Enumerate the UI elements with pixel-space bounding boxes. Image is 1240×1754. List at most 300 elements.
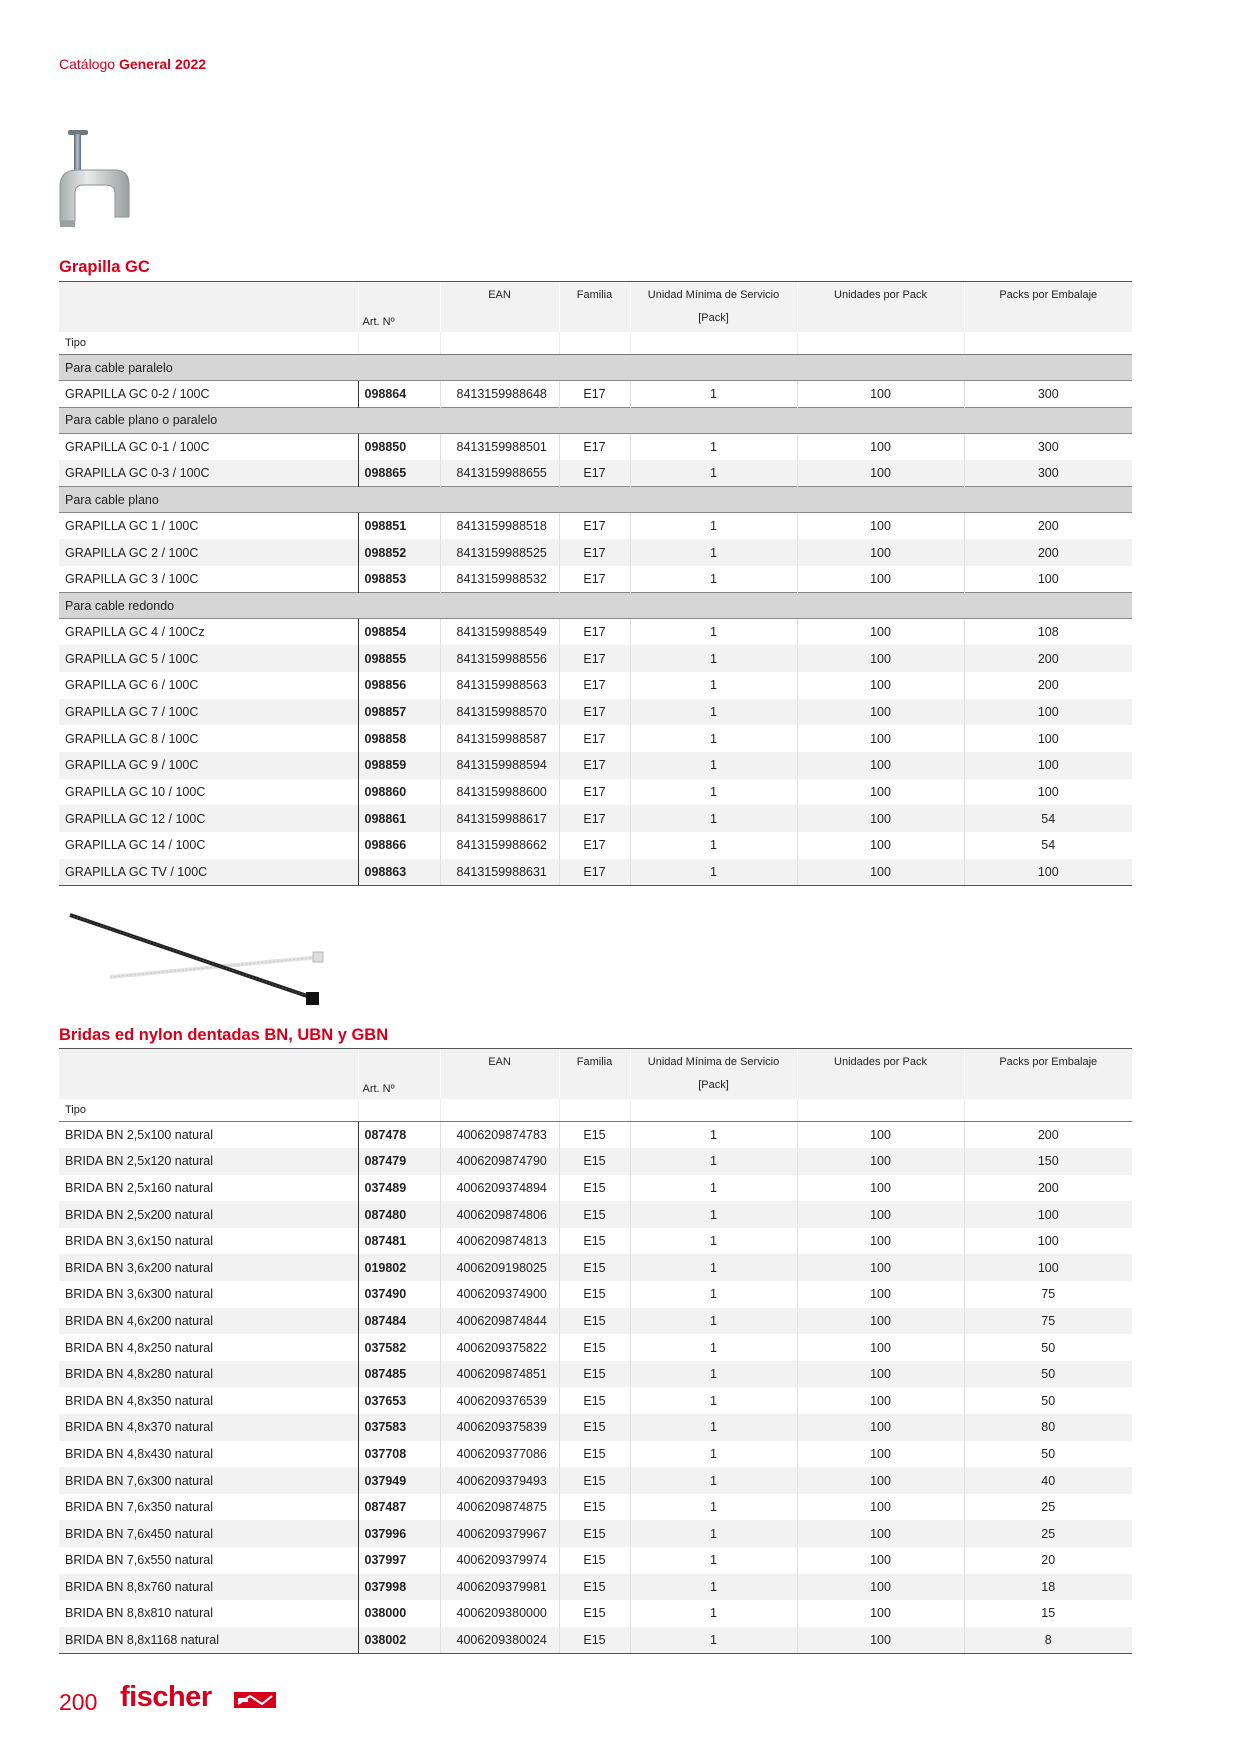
packs-embalaje-cell: 100 (964, 859, 1132, 886)
ean-cell: 8413159988655 (440, 460, 559, 487)
table-row (59, 1361, 1132, 1388)
familia-cell: E15 (559, 1148, 630, 1175)
table-row (59, 1414, 1132, 1441)
fischer-logo: fischer (120, 1681, 212, 1713)
tipo-cell: GRAPILLA GC 12 / 100C (59, 805, 358, 832)
unidades-pack-cell: 100 (797, 725, 964, 752)
packs-embalaje-cell: 150 (964, 1148, 1132, 1175)
header-unidades-pack: Unidades por Pack (797, 1049, 964, 1099)
tipo-cell: BRIDA BN 2,5x200 natural (59, 1201, 358, 1228)
packs-embalaje-cell: 100 (964, 752, 1132, 779)
grapilla-table (59, 281, 1132, 886)
tipo-cell: GRAPILLA GC 14 / 100C (65, 838, 206, 853)
unidad-cell: 1 (630, 805, 797, 832)
ean-cell: 8413159988617 (440, 805, 559, 832)
unidad-cell: 1 (630, 645, 797, 672)
art-cell: 037998 (358, 1574, 440, 1601)
unidades-pack-cell: 100 (797, 1122, 964, 1149)
ean-cell: 4006209874844 (440, 1308, 559, 1335)
tipo-cell: GRAPILLA GC 9 / 100C (59, 752, 358, 779)
familia-cell: E17 (559, 725, 630, 752)
ean-cell: 8413159988556 (440, 645, 559, 672)
packs-embalaje-cell: 200 (964, 1122, 1132, 1149)
page-number: 200 (59, 1689, 98, 1715)
familia-cell: E17 (559, 645, 630, 672)
tipo-cell: BRIDA BN 8,8x1168 natural (59, 1627, 358, 1654)
table-row (59, 460, 1132, 487)
ean-cell: 4006209375839 (440, 1414, 559, 1441)
unidad-cell: 1 (630, 1520, 797, 1547)
unidades-pack-cell: 100 (797, 1414, 964, 1441)
art-cell: 019802 (358, 1254, 440, 1281)
familia-cell: E15 (559, 1175, 630, 1202)
ean-cell: 4006209874806 (440, 1201, 559, 1228)
familia-cell: E17 (559, 832, 630, 859)
familia-cell: E15 (559, 1122, 630, 1149)
familia-cell: E15 (559, 1520, 630, 1547)
table-row (59, 539, 1132, 566)
packs-embalaje-cell: 200 (964, 672, 1132, 699)
packs-embalaje-cell: 108 (964, 619, 1132, 646)
header-familia: Familia (559, 1049, 630, 1099)
ean-cell: 4006209198025 (440, 1254, 559, 1281)
table-row (59, 1467, 1132, 1494)
header-art: Art. Nº (358, 1049, 440, 1099)
tipo-cell: BRIDA BN 7,6x550 natural (65, 1553, 213, 1568)
unidad-cell: 1 (630, 1201, 797, 1228)
group-label: Para cable plano o paralelo (59, 407, 1132, 433)
ean-cell: 8413159988594 (440, 752, 559, 779)
unidad-cell: 1 (630, 619, 797, 646)
unidades-pack-cell: 100 (797, 1387, 964, 1414)
familia-cell: E15 (559, 1467, 630, 1494)
table-row (59, 832, 1132, 859)
ean-cell: 4006209376539 (440, 1387, 559, 1414)
unidades-pack-cell: 100 (797, 1175, 964, 1202)
familia-cell: E15 (559, 1414, 630, 1441)
tipo-cell: BRIDA BN 4,8x250 natural (65, 1340, 213, 1355)
table-row (59, 1574, 1132, 1601)
unidad-cell: 1 (630, 1494, 797, 1521)
group-row (59, 355, 1132, 381)
unidades-pack-cell: 100 (797, 805, 964, 832)
header-ean: EAN (440, 1049, 559, 1099)
familia-cell: E15 (559, 1494, 630, 1521)
familia-cell: E15 (559, 1334, 630, 1361)
packs-embalaje-cell: 50 (964, 1361, 1132, 1388)
unidad-cell: 1 (630, 1148, 797, 1175)
unidad-cell: 1 (630, 513, 797, 540)
ean-cell: 8413159988631 (440, 859, 559, 886)
art-cell: 037996 (358, 1520, 440, 1547)
unidades-pack-cell: 100 (797, 1627, 964, 1654)
familia-cell: E17 (559, 433, 630, 460)
ean-cell: 4006209380000 (440, 1600, 559, 1627)
tipo-cell: BRIDA BN 2,5x120 natural (59, 1148, 358, 1175)
unidades-pack-cell: 100 (797, 381, 964, 408)
catalog-header-title: General 2022 (118, 56, 207, 72)
art-cell: 087485 (358, 1361, 440, 1388)
unidades-pack-cell: 100 (797, 1520, 964, 1547)
unidades-pack-cell: 100 (797, 1281, 964, 1308)
table-row (59, 1441, 1132, 1468)
ean-cell: 8413159988570 (440, 699, 559, 726)
tipo-cell: GRAPILLA GC 3 / 100C (65, 572, 199, 587)
art-cell: 037582 (358, 1334, 440, 1361)
art-cell: 038000 (358, 1600, 440, 1627)
catalog-header-prefix: Catálogo (59, 56, 116, 72)
fischer-logo-mark-icon (234, 1691, 276, 1709)
table-row (59, 1308, 1132, 1335)
art-cell: 098864 (358, 381, 440, 408)
packs-embalaje-cell: 100 (964, 1228, 1132, 1255)
art-cell: 037489 (358, 1175, 440, 1202)
art-cell: 098853 (358, 566, 440, 593)
ean-cell: 4006209379493 (440, 1467, 559, 1494)
ean-cell: 8413159988549 (440, 619, 559, 646)
unidad-cell: 1 (630, 1467, 797, 1494)
packs-embalaje-cell: 25 (964, 1520, 1132, 1547)
art-cell: 098854 (358, 619, 440, 646)
ean-cell: 4006209377086 (440, 1441, 559, 1468)
ean-cell: 4006209374894 (440, 1175, 559, 1202)
packs-embalaje-cell: 54 (964, 832, 1132, 859)
unidades-pack-cell: 100 (797, 699, 964, 726)
unidades-pack-cell: 100 (797, 752, 964, 779)
unidades-pack-cell: 100 (797, 1361, 964, 1388)
table-row (59, 645, 1132, 672)
unidades-pack-cell: 100 (797, 539, 964, 566)
unidades-pack-cell: 100 (797, 1600, 964, 1627)
header-familia: Familia (559, 282, 630, 332)
familia-cell: E17 (559, 513, 630, 540)
unidades-pack-cell: 100 (797, 460, 964, 487)
art-cell: 098851 (358, 513, 440, 540)
header-tipo: Tipo (59, 332, 358, 355)
familia-cell: E15 (559, 1254, 630, 1281)
ean-cell: 4006209380024 (440, 1627, 559, 1654)
packs-embalaje-cell: 200 (964, 539, 1132, 566)
unidad-cell: 1 (630, 859, 797, 886)
packs-embalaje-cell: 100 (964, 566, 1132, 593)
unidades-pack-cell: 100 (797, 566, 964, 593)
unidad-cell: 1 (630, 1574, 797, 1601)
packs-embalaje-cell: 300 (964, 460, 1132, 487)
unidad-cell: 1 (630, 1627, 797, 1654)
tipo-cell: GRAPILLA GC 8 / 100C (65, 731, 199, 746)
tipo-cell: BRIDA BN 8,8x810 natural (65, 1606, 213, 1621)
packs-embalaje-cell: 50 (964, 1387, 1132, 1414)
unidades-pack-cell: 100 (797, 513, 964, 540)
unidad-cell: 1 (630, 725, 797, 752)
ean-cell: 4006209375822 (440, 1334, 559, 1361)
ean-cell: 4006209874875 (440, 1494, 559, 1521)
art-cell: 037949 (358, 1467, 440, 1494)
tipo-cell: BRIDA BN 4,6x200 natural (59, 1308, 358, 1335)
tipo-cell: GRAPILLA GC 5 / 100C (59, 645, 358, 672)
tipo-cell: BRIDA BN 2,5x100 natural (65, 1128, 213, 1143)
tipo-cell: GRAPILLA GC 4 / 100Cz (65, 625, 205, 640)
ean-cell: 4006209874851 (440, 1361, 559, 1388)
art-cell: 098861 (358, 805, 440, 832)
table-row (59, 699, 1132, 726)
unidades-pack-cell: 100 (797, 1441, 964, 1468)
ean-cell: 8413159988518 (440, 513, 559, 540)
packs-embalaje-cell: 54 (964, 805, 1132, 832)
art-cell: 037583 (358, 1414, 440, 1441)
unidad-cell: 1 (630, 1122, 797, 1149)
tipo-cell: GRAPILLA GC 2 / 100C (59, 539, 358, 566)
table-row (59, 1334, 1132, 1361)
art-cell: 087481 (358, 1228, 440, 1255)
art-cell: 098858 (358, 725, 440, 752)
group-label: Para cable plano (59, 487, 1132, 513)
table-row (59, 1201, 1132, 1228)
familia-cell: E17 (559, 381, 630, 408)
art-cell: 098860 (358, 779, 440, 806)
table-row (59, 1547, 1132, 1574)
packs-embalaje-cell: 50 (964, 1334, 1132, 1361)
table-row (59, 1254, 1132, 1281)
unidades-pack-cell: 100 (797, 779, 964, 806)
familia-cell: E15 (559, 1441, 630, 1468)
header-blank (59, 1049, 358, 1099)
header-unidad (630, 282, 797, 332)
familia-cell: E17 (559, 672, 630, 699)
familia-cell: E15 (559, 1308, 630, 1335)
ean-cell: 8413159988648 (440, 381, 559, 408)
group-row (59, 407, 1132, 433)
familia-cell: E15 (559, 1281, 630, 1308)
header-packs-embalaje: Packs por Embalaje (964, 282, 1132, 332)
tipo-cell: BRIDA BN 2,5x160 natural (65, 1180, 213, 1195)
group-label: Para cable redondo (59, 593, 1132, 619)
header-art: Art. Nº (358, 282, 440, 332)
header-unidad-line1: Unidad Mínima de Servicio (647, 289, 780, 301)
ean-cell: 4006209374900 (440, 1281, 559, 1308)
ean-cell: 4006209379974 (440, 1547, 559, 1574)
packs-embalaje-cell: 300 (964, 381, 1132, 408)
unidad-cell: 1 (630, 832, 797, 859)
packs-embalaje-cell: 75 (964, 1281, 1132, 1308)
unidad-cell: 1 (630, 1547, 797, 1574)
unidad-cell: 1 (630, 1600, 797, 1627)
familia-cell: E17 (559, 859, 630, 886)
table-row (59, 752, 1132, 779)
familia-cell: E15 (559, 1547, 630, 1574)
unidad-cell: 1 (630, 672, 797, 699)
ean-cell: 4006209874783 (440, 1122, 559, 1149)
art-cell: 098866 (358, 832, 440, 859)
group-row (59, 487, 1132, 513)
familia-cell: E17 (559, 566, 630, 593)
familia-cell: E15 (559, 1574, 630, 1601)
art-cell: 037708 (358, 1441, 440, 1468)
staple-product-image (55, 125, 150, 245)
header-unidad-line2: [Pack] (698, 312, 729, 324)
unidad-cell: 1 (630, 752, 797, 779)
table-row (59, 1627, 1132, 1654)
catalog-header (59, 56, 206, 72)
tipo-cell: BRIDA BN 7,6x350 natural (65, 1500, 213, 1515)
art-cell: 038002 (358, 1627, 440, 1654)
tipo-cell: GRAPILLA GC 0-2 / 100C (65, 386, 210, 401)
table-row (59, 1175, 1132, 1202)
ean-cell: 4006209874790 (440, 1148, 559, 1175)
ean-cell: 4006209379967 (440, 1520, 559, 1547)
familia-cell: E17 (559, 699, 630, 726)
art-cell: 098863 (358, 859, 440, 886)
packs-embalaje-cell: 20 (964, 1547, 1132, 1574)
tipo-cell: BRIDA BN 4,8x430 natural (65, 1446, 213, 1461)
table-row (59, 725, 1132, 752)
packs-embalaje-cell: 8 (964, 1627, 1132, 1654)
art-cell: 037490 (358, 1281, 440, 1308)
familia-cell: E15 (559, 1361, 630, 1388)
header-tipo: Tipo (59, 1099, 358, 1122)
cable-ties-product-image (65, 910, 330, 1010)
familia-cell: E15 (559, 1387, 630, 1414)
art-cell: 037653 (358, 1387, 440, 1414)
unidades-pack-cell: 100 (797, 1547, 964, 1574)
tipo-cell: GRAPILLA GC 7 / 100C (59, 699, 358, 726)
art-cell: 098865 (358, 460, 440, 487)
table-row (59, 672, 1132, 699)
unidad-cell: 1 (630, 460, 797, 487)
unidad-cell: 1 (630, 566, 797, 593)
table-row (59, 566, 1132, 593)
ean-cell: 8413159988501 (440, 433, 559, 460)
header-unidad-line2: [Pack] (698, 1079, 729, 1091)
tipo-cell: GRAPILLA GC TV / 100C (59, 859, 358, 886)
unidad-cell: 1 (630, 1414, 797, 1441)
ean-cell: 8413159988662 (440, 832, 559, 859)
unidades-pack-cell: 100 (797, 1574, 964, 1601)
packs-embalaje-cell: 18 (964, 1574, 1132, 1601)
tipo-cell: BRIDA BN 7,6x450 natural (59, 1520, 358, 1547)
familia-cell: E15 (559, 1201, 630, 1228)
unidad-cell: 1 (630, 1175, 797, 1202)
tipo-cell: GRAPILLA GC 6 / 100C (65, 678, 199, 693)
art-cell: 098852 (358, 539, 440, 566)
packs-embalaje-cell: 80 (964, 1414, 1132, 1441)
unidad-cell: 1 (630, 1308, 797, 1335)
familia-cell: E17 (559, 619, 630, 646)
ean-cell: 8413159988563 (440, 672, 559, 699)
art-cell: 098850 (358, 433, 440, 460)
packs-embalaje-cell: 100 (964, 1254, 1132, 1281)
table-row (59, 1494, 1132, 1521)
tipo-cell: BRIDA BN 3,6x300 natural (65, 1287, 213, 1302)
packs-embalaje-cell: 100 (964, 779, 1132, 806)
unidad-cell: 1 (630, 1441, 797, 1468)
packs-embalaje-cell: 25 (964, 1494, 1132, 1521)
familia-cell: E15 (559, 1600, 630, 1627)
unidad-cell: 1 (630, 381, 797, 408)
tipo-cell: GRAPILLA GC 0-3 / 100C (59, 460, 358, 487)
familia-cell: E15 (559, 1228, 630, 1255)
familia-cell: E15 (559, 1627, 630, 1654)
tipo-cell: GRAPILLA GC 1 / 100C (65, 519, 199, 534)
unidad-cell: 1 (630, 779, 797, 806)
table-row (59, 1600, 1132, 1627)
unidades-pack-cell: 100 (797, 1148, 964, 1175)
group-row (59, 593, 1132, 619)
packs-embalaje-cell: 100 (964, 725, 1132, 752)
header-packs-embalaje: Packs por Embalaje (964, 1049, 1132, 1099)
tipo-cell: BRIDA BN 4,8x350 natural (65, 1393, 213, 1408)
ean-cell: 4006209874813 (440, 1228, 559, 1255)
ean-cell: 8413159988532 (440, 566, 559, 593)
table-row (59, 381, 1132, 408)
ean-cell: 4006209379981 (440, 1574, 559, 1601)
familia-cell: E17 (559, 752, 630, 779)
table-row (59, 619, 1132, 646)
tipo-cell: BRIDA BN 7,6x300 natural (59, 1467, 358, 1494)
art-cell: 098856 (358, 672, 440, 699)
table-row (59, 859, 1132, 886)
tipo-cell: BRIDA BN 3,6x200 natural (59, 1254, 358, 1281)
unidad-cell: 1 (630, 1281, 797, 1308)
table-row (59, 433, 1132, 460)
unidad-cell: 1 (630, 1228, 797, 1255)
packs-embalaje-cell: 15 (964, 1600, 1132, 1627)
table-row (59, 805, 1132, 832)
unidad-cell: 1 (630, 1361, 797, 1388)
packs-embalaje-cell: 200 (964, 513, 1132, 540)
unidades-pack-cell: 100 (797, 832, 964, 859)
unidades-pack-cell: 100 (797, 1201, 964, 1228)
tipo-cell: GRAPILLA GC 0-1 / 100C (65, 439, 210, 454)
unidades-pack-cell: 100 (797, 645, 964, 672)
packs-embalaje-cell: 200 (964, 1175, 1132, 1202)
unidad-cell: 1 (630, 433, 797, 460)
bridas-table (59, 1048, 1132, 1654)
unidad-cell: 1 (630, 699, 797, 726)
packs-embalaje-cell: 200 (964, 645, 1132, 672)
art-cell: 087480 (358, 1201, 440, 1228)
header-unidad (630, 1049, 797, 1099)
header-ean: EAN (440, 282, 559, 332)
section-title-grapilla: Grapilla GC (59, 258, 150, 276)
tipo-cell: BRIDA BN 4,8x280 natural (59, 1361, 358, 1388)
header-blank (59, 282, 358, 332)
familia-cell: E17 (559, 539, 630, 566)
table-row (59, 1387, 1132, 1414)
art-cell: 098859 (358, 752, 440, 779)
unidad-cell: 1 (630, 1387, 797, 1414)
unidades-pack-cell: 100 (797, 1334, 964, 1361)
ean-cell: 8413159988600 (440, 779, 559, 806)
table-row (59, 1520, 1132, 1547)
tipo-cell: BRIDA BN 3,6x150 natural (65, 1234, 213, 1249)
art-cell: 098857 (358, 699, 440, 726)
familia-cell: E17 (559, 779, 630, 806)
unidad-cell: 1 (630, 539, 797, 566)
unidades-pack-cell: 100 (797, 619, 964, 646)
unidades-pack-cell: 100 (797, 1467, 964, 1494)
packs-embalaje-cell: 75 (964, 1308, 1132, 1335)
table-row (59, 513, 1132, 540)
familia-cell: E17 (559, 460, 630, 487)
unidad-cell: 1 (630, 1334, 797, 1361)
packs-embalaje-cell: 50 (964, 1441, 1132, 1468)
group-label: Para cable paralelo (59, 355, 1132, 381)
header-unidades-pack: Unidades por Pack (797, 282, 964, 332)
unidades-pack-cell: 100 (797, 672, 964, 699)
table-row (59, 779, 1132, 806)
unidades-pack-cell: 100 (797, 1308, 964, 1335)
